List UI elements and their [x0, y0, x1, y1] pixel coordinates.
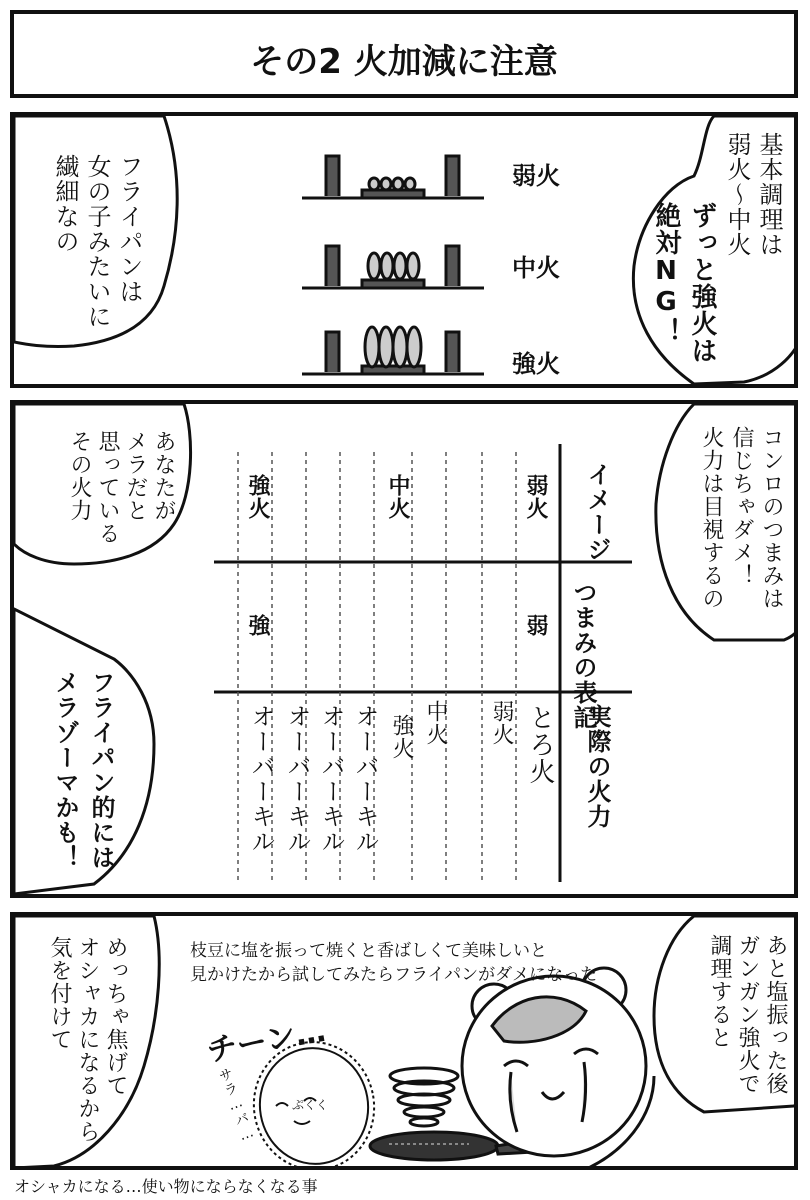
left-bubble-line-1: フライパンは — [115, 154, 143, 304]
right-bubble-bold-2: 絶対NG！ — [651, 202, 681, 345]
header-actual: 実際の火力 — [583, 704, 611, 829]
right-bubble-line-1: コンロのつまみは — [759, 426, 784, 610]
actual-medium: 中火 — [423, 700, 448, 746]
left-bubble-line-2: メラだと — [123, 430, 148, 522]
image-medium: 中火 — [385, 474, 410, 520]
right-bubble-line-3: 調理すると — [707, 934, 732, 1049]
level-medium-label: 中火 — [512, 254, 560, 282]
right-bubble-line-2: 弱火〜中火 — [723, 132, 751, 257]
left-bubble-line-1: あなたが — [151, 430, 176, 522]
left-bubble-line-2: オシャカになるから — [75, 936, 100, 1143]
left-bubble-line-3: 思っている — [95, 430, 120, 545]
header-image: イメージ — [583, 462, 611, 562]
actual-overkill-2: オーバーキル — [317, 704, 345, 854]
stove-weak — [302, 156, 484, 198]
actual-overkill-1: オーバーキル — [351, 704, 379, 854]
actual-simmer: とろ火 — [525, 704, 555, 785]
knob-weak: 弱 — [523, 614, 548, 637]
footnote: オシャカになる…使い物にならなくなる事 — [14, 1177, 318, 1196]
actual-strong: 強火 — [389, 714, 414, 760]
smoke-spiral — [390, 1068, 458, 1126]
level-weak-label: 弱火 — [512, 162, 560, 190]
sfx-puku: ぷくく — [292, 1098, 329, 1112]
left-bubble-line-4: その火力 — [67, 430, 92, 522]
left-bubble-line-3: 気を付けて — [47, 936, 72, 1051]
knob-strong: 強 — [245, 614, 270, 637]
stove-strong — [302, 327, 484, 374]
narration-line-1: 枝豆に塩を振って焼くと香ばしくて美味しいと — [190, 941, 547, 961]
title-panel — [10, 10, 798, 98]
narration-line-2: 見かけたから試してみたらフライパンがダメになった — [190, 965, 598, 985]
panel-3 — [10, 912, 798, 1170]
bold-bubble-line-1: フライパン的には — [87, 670, 115, 870]
level-strong-label: 強火 — [512, 350, 560, 378]
left-bubble-line-1: めっちゃ焦げて — [103, 936, 128, 1097]
right-bubble-line-1: あと塩振った後 — [763, 934, 788, 1095]
sfx-chin: チーン… — [204, 1013, 329, 1070]
left-bubble-line-2: 女の子みたいに — [83, 154, 111, 329]
header-knob: つまみの表記 — [569, 580, 597, 730]
stove-medium — [302, 246, 484, 288]
panel-2 — [10, 400, 798, 898]
actual-overkill-4: オーバーキル — [247, 704, 275, 854]
right-bubble-line-1: 基本調理は — [755, 132, 783, 257]
right-bubble-bold-1: ずっと強火は — [687, 202, 717, 364]
right-bubble-line-2: ガンガン強火で — [735, 934, 760, 1095]
page-title: その2 火加減に注意 — [250, 42, 558, 82]
sfx-sarabi: サラ…バ… — [214, 1065, 258, 1146]
image-strong: 強火 — [245, 474, 270, 520]
left-bubble-line-3: 繊細なの — [51, 154, 79, 254]
image-weak: 弱火 — [523, 474, 548, 520]
actual-weak: 弱火 — [489, 700, 514, 746]
right-bubble-line-3: 火力は目視するの — [699, 426, 724, 610]
right-bubble-line-2: 信じちゃダメ！ — [729, 426, 754, 587]
panel-1 — [10, 112, 798, 388]
actual-overkill-3: オーバーキル — [283, 704, 311, 854]
bold-bubble-line-2: メラゾーマかも！ — [51, 670, 79, 870]
